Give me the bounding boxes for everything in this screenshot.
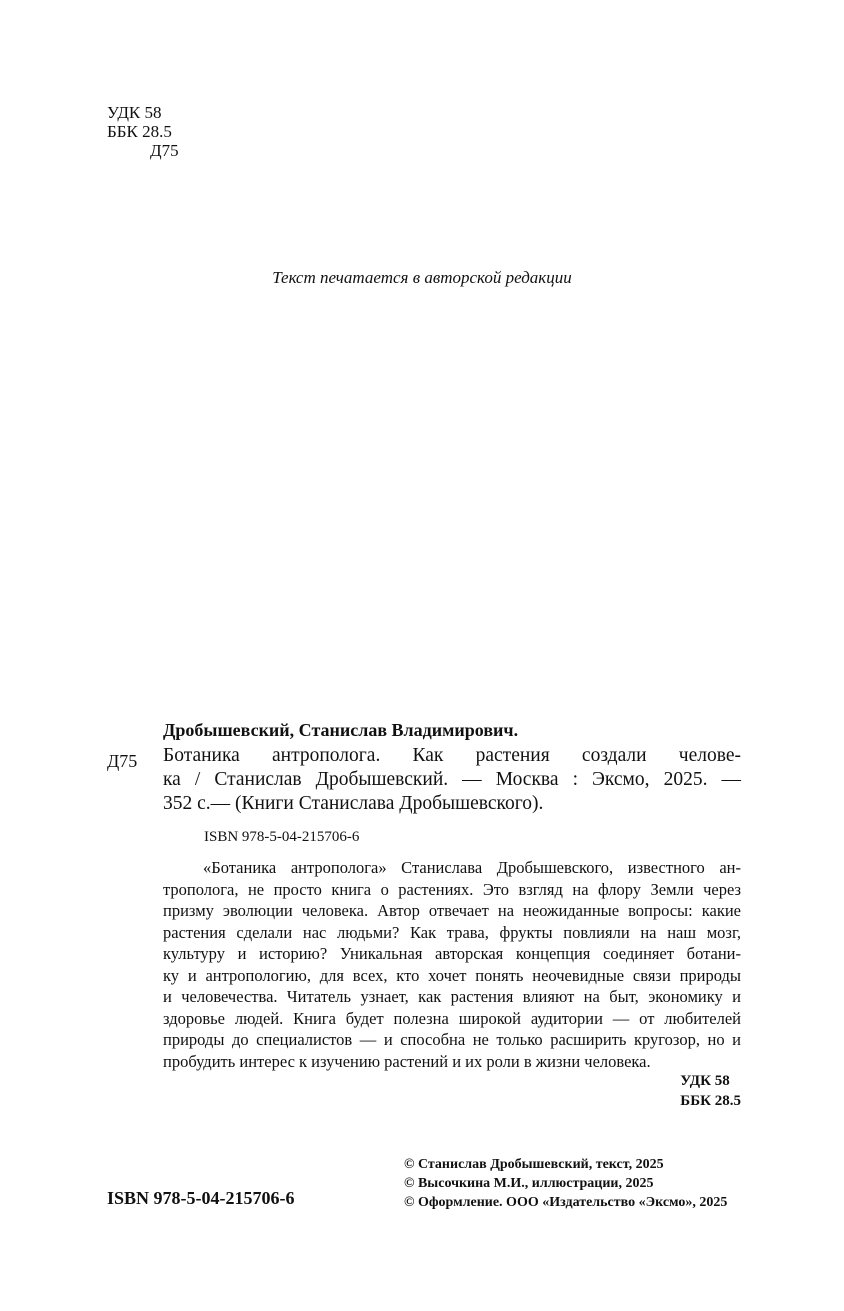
annotation-line: растения сделали нас людьми? Как трава, фрукты повлияли на наш мозг, bbox=[163, 922, 741, 942]
annotation bbox=[163, 857, 741, 1072]
copyright-block bbox=[404, 1155, 727, 1212]
udk-code: УДК 58 bbox=[680, 1073, 730, 1089]
copyright-line: © Высочкина М.И., иллюстрации, 2025 bbox=[404, 1176, 654, 1191]
annotation-line: пробудить интерес к изучению растений и их роли в жизни человека. bbox=[163, 1051, 651, 1071]
title-line: 352 с.— (Книги Станислава Дробышевского). bbox=[163, 793, 544, 814]
author-mark: Д75 bbox=[150, 141, 179, 160]
catalog-isbn: ISBN 978-5-04-215706-6 bbox=[204, 829, 360, 845]
annotation-line: здоровье людей. Книга будет полезна широкой аудитории — от любителей bbox=[163, 1008, 741, 1028]
annotation-line: трополога, не просто книга о растениях. Это взгляд на флору Земли через bbox=[163, 879, 741, 899]
classification-top bbox=[107, 103, 179, 160]
annotation-line: «Ботаника антрополога» Станислава Дробышевского, известного ан- bbox=[203, 858, 741, 877]
editorial-note: Текст печатается в авторской редакции bbox=[272, 268, 572, 287]
classification-bottom bbox=[680, 1071, 741, 1111]
bbk-code: ББК 28.5 bbox=[680, 1093, 741, 1109]
annotation-line: и человечества. Читатель узнает, как растения влияют на быт, экономику и bbox=[163, 987, 741, 1006]
bbk-code: ББК 28.5 bbox=[107, 122, 172, 141]
copyright-line: © Станислав Дробышевский, текст, 2025 bbox=[404, 1157, 664, 1172]
title-line: ка / Станислав Дробышевский. — Москва : Эксмо, 2025. — bbox=[163, 769, 741, 790]
catalog-author-mark: Д75 bbox=[107, 751, 138, 771]
title-line: Ботаника антрополога. Как растения создали челове- bbox=[163, 745, 741, 766]
bibliographic-description bbox=[163, 744, 741, 816]
annotation-line: культуру и историю? Уникальная авторская концепция соединяет ботани- bbox=[163, 944, 741, 963]
isbn-main: ISBN 978-5-04-215706-6 bbox=[107, 1188, 295, 1208]
udk-code: УДК 58 bbox=[107, 103, 162, 122]
copyright-line: © Оформление. ООО «Издательство «Эксмо», 2025 bbox=[404, 1195, 728, 1210]
annotation-line: ку и антропологию, для всех, кто хочет понять неочевидные связи природы bbox=[163, 965, 741, 985]
annotation-line: природы до специалистов — и способна не только расширить кругозор, но и bbox=[163, 1030, 741, 1049]
author-heading: Дробышевский, Станислав Владимирович. bbox=[163, 720, 519, 740]
annotation-line: призму эволюции человека. Автор отвечает на неожиданные вопросы: какие bbox=[163, 901, 741, 920]
